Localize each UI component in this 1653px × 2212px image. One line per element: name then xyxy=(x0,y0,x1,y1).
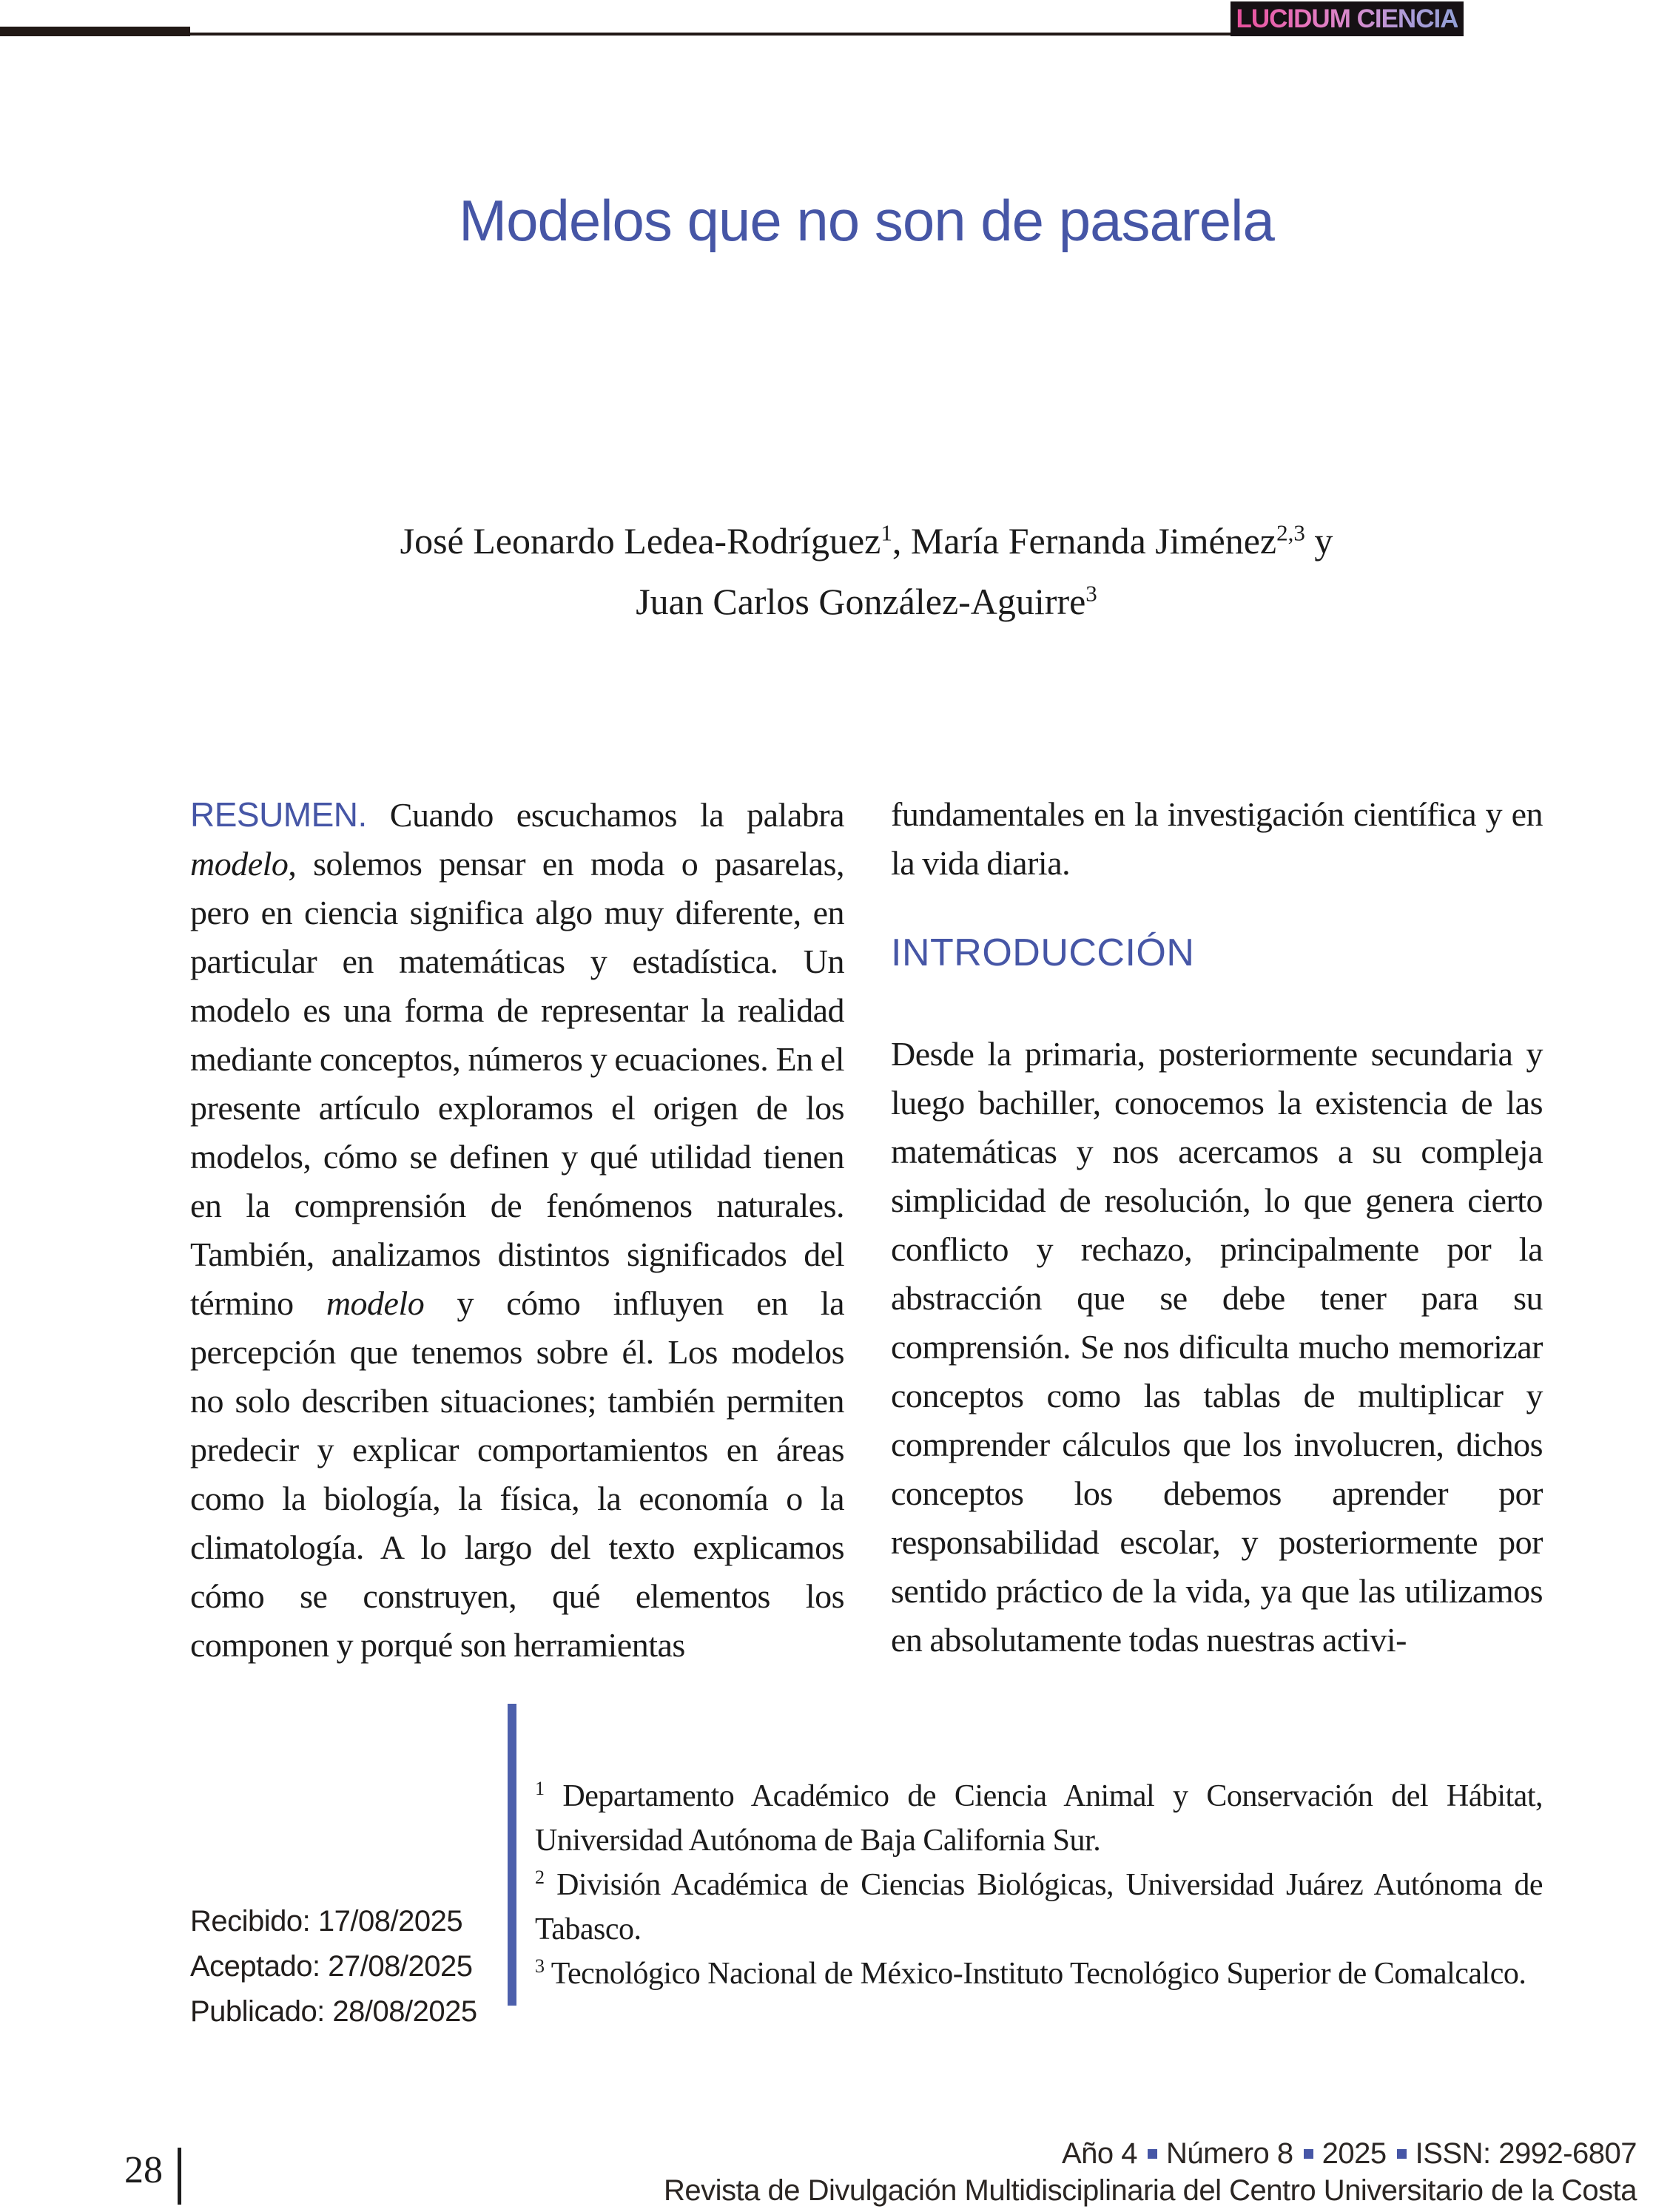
page-number: 28 xyxy=(124,2149,163,2191)
date-accepted: Aceptado: 27/08/2025 xyxy=(190,1950,473,1983)
footnote-divider-bar xyxy=(508,1704,516,2006)
header-rule-thin xyxy=(0,33,1231,36)
introduction-column xyxy=(891,790,1543,1665)
abstract-paragraph: RESUMEN. Cuando escuchamos la palabra modelo, solemos pensar en moda o pasarelas, pero en ciencia significa algo muy diferente, en particular en matemáticas y estadística. Un modelo es una forma de representar la realidad mediante conceptos, números y ecuaciones. En el presente artículo exploramos el origen de los modelos, cómo se definen y qué utilidad tienen en la comprensión de fenómenos naturales. También, analizamos distintos significados del término modelo y cómo influyen en la percepción que tenemos sobre él. Los modelos no solo describen situaciones; también permiten predecir y explicar comportamientos en áreas como la biología, la física, la economía o la climatología. A lo largo del texto explicamos cómo se construyen, qué elementos los componen y porqué son herramientas xyxy=(190,795,845,1664)
footnote-item: $^3$ Tecnológico Nacional de México-Instituto Tecnológico Superior de Comalcalco. xyxy=(535,1955,1526,1991)
italic-term-modelo: modelo xyxy=(326,1284,425,1322)
author-affiliation-superscript: 2,3 xyxy=(1276,519,1305,546)
author-affiliation-superscript: 1 xyxy=(881,519,892,546)
footnote-item: $^2$ División Académica de Ciencias Biológicas, Universidad Juárez Autónoma de Tabasco. xyxy=(535,1867,1543,1946)
author-affiliation-superscript: 3 xyxy=(1085,580,1097,607)
abstract-continuation: fundamentales en la investigación científica y en la vida diaria. xyxy=(891,795,1543,882)
issue-separator-square-icon xyxy=(1148,2149,1157,2159)
italic-term-modelo: modelo xyxy=(190,845,289,883)
journal-name: Revista de Divulgación Multidisciplinaria del Centro Universitario de la Costa xyxy=(664,2174,1637,2207)
footnote-item: $^1$ Departamento Académico de Ciencia Animal y Conservación del Hábitat, Universidad Autónoma de Baja California Sur. xyxy=(535,1778,1543,1858)
section-heading-introduccion: INTRODUCCIÓN xyxy=(891,931,1195,974)
footnote-superscript: 2 xyxy=(535,1867,545,1888)
footnote-superscript: 1 xyxy=(535,1778,545,1799)
article-dates xyxy=(190,1899,477,2034)
footnote-superscript: 3 xyxy=(535,1955,545,1977)
authors-line-2: Juan Carlos González-Aguirre$^3$ xyxy=(636,580,1097,622)
abstract-column xyxy=(190,790,844,1670)
issue-separator-square-icon xyxy=(1304,2149,1313,2159)
date-received: Recibido: 17/08/2025 xyxy=(190,1905,463,1938)
issue-line: Año 4 Número 8 2025 ISSN: 2992-6807 xyxy=(1061,2137,1637,2170)
journal-badge-label: LUCIDUM CIENCIA xyxy=(1236,4,1458,33)
authors-block xyxy=(190,510,1543,632)
authors-line-1: José Leonardo Ledea-Rodríguez$^1$, María Fernanda Jiménez$^{2,3}$ y xyxy=(400,519,1333,562)
introduction-paragraph: Desde la primaria, posteriormente secundaria y luego bachiller, conocemos la existencia de las matemáticas y nos acercamos a su compleja simplicidad de resolución, lo que genera cierto conflicto y rechazo, principalmente por la abstracción que se debe tener para su comprensión. Se nos dificulta mucho memorizar conceptos como las tablas de multiplicar y comprender cálculos que los involucren, dichos conceptos los debemos aprender por responsabilidad escolar, y posteriormente por sentido práctico de la vida, ya que las utilizamos en absolutamente todas nuestras activi- xyxy=(891,1035,1543,1659)
footer-divider-bar xyxy=(178,2148,181,2205)
footnotes-block xyxy=(535,1774,1543,1996)
date-published: Publicado: 28/08/2025 xyxy=(190,1995,477,2028)
issue-separator-square-icon xyxy=(1397,2149,1407,2159)
journal-badge xyxy=(1231,1,1464,36)
abstract-label: RESUMEN. xyxy=(190,795,367,834)
journal-issue-info xyxy=(379,2135,1637,2209)
article-title: Modelos que no son de pasarela xyxy=(459,188,1274,253)
